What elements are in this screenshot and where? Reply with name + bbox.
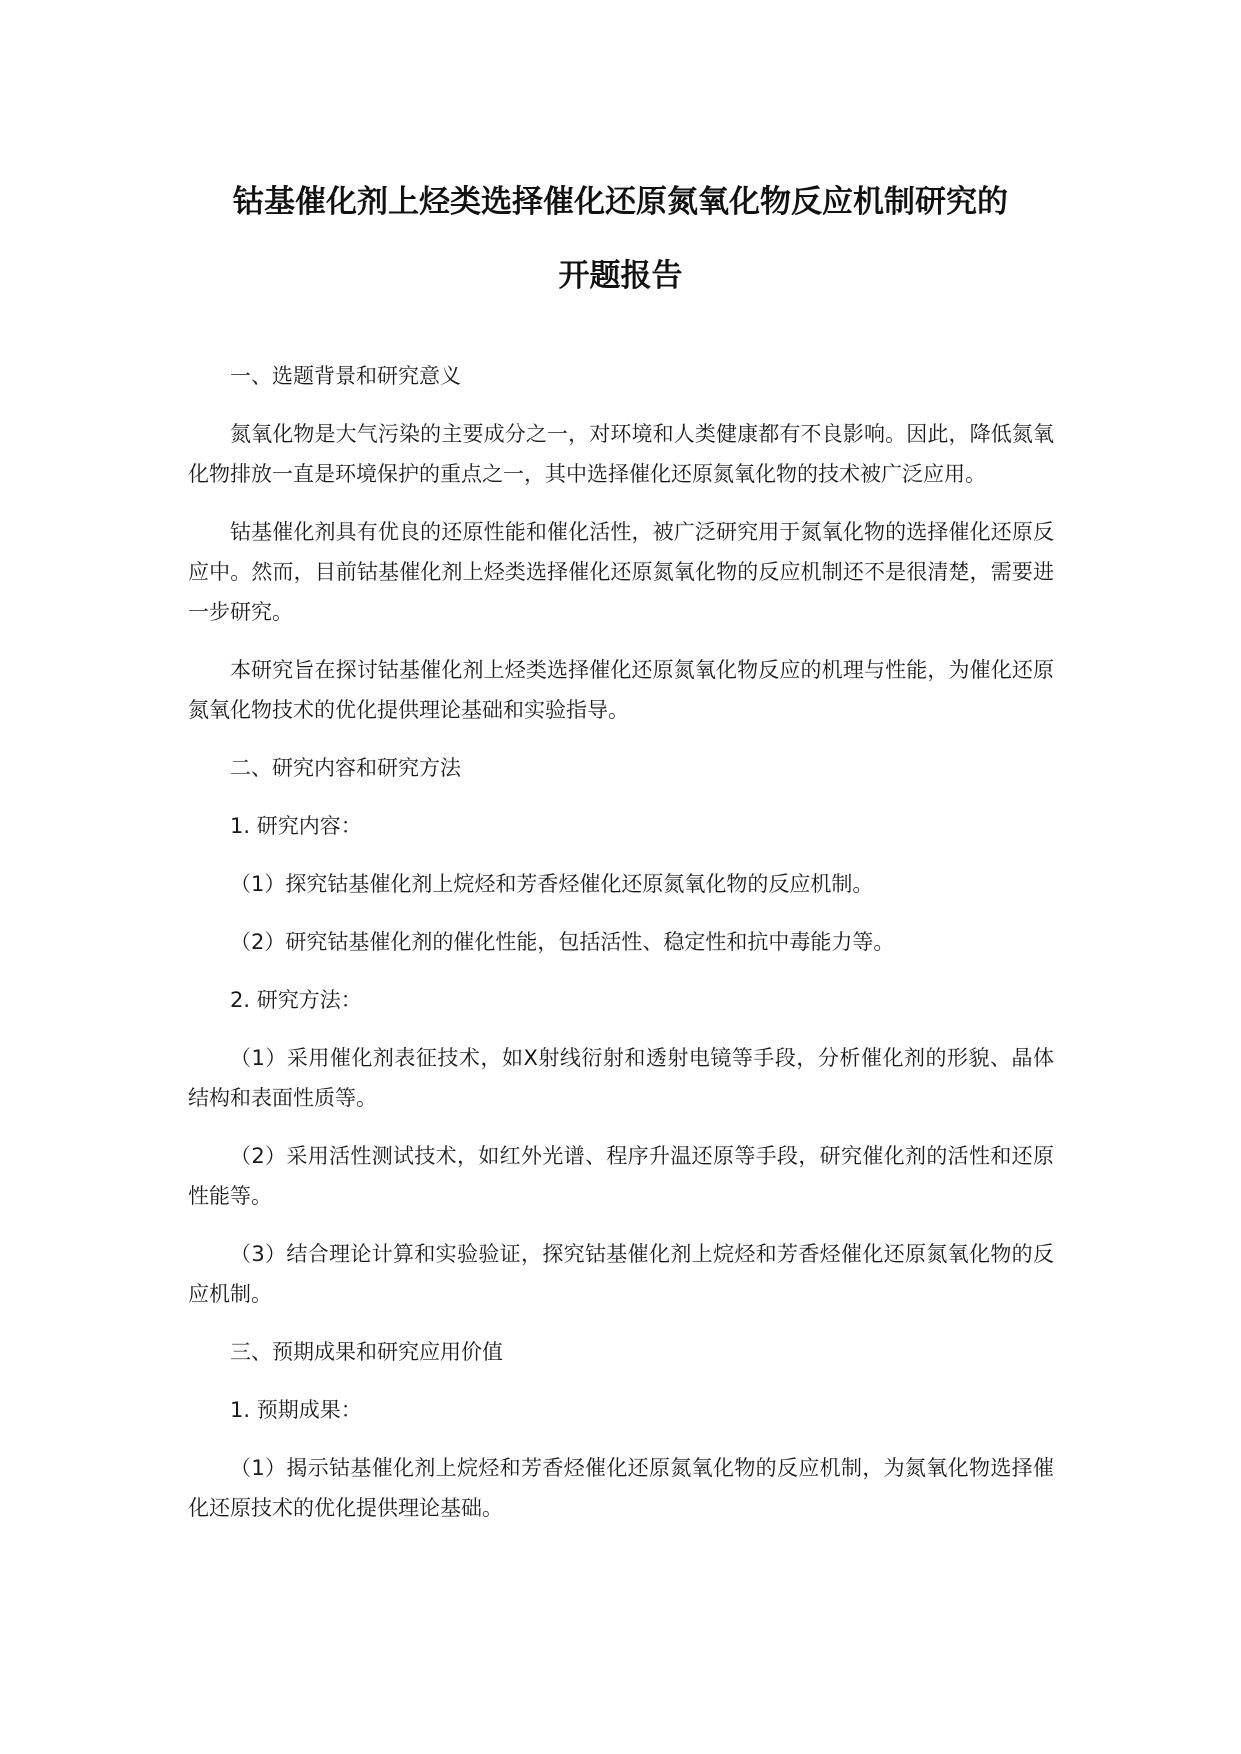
- subheading-research-methods: 2. 研究方法：: [230, 988, 362, 1012]
- subheading-research-content: 1. 研究内容：: [230, 814, 362, 838]
- section-heading-background: 一、选题背景和研究意义: [230, 364, 461, 388]
- list-item-content-1: （1）探究钴基催化剂上烷烃和芳香烃催化还原氮氧化物的反应机制。: [230, 872, 874, 896]
- list-item-method-3: （3）结合理论计算和实验验证，探究钴基催化剂上烷烃和芳香烃催化还原氮氧化物的反应机制。: [188, 1242, 1054, 1306]
- paragraph-cobalt-catalyst: 钴基催化剂具有优良的还原性能和催化活性，被广泛研究用于氮氧化物的选择催化还原反应中。然而，目前钴基催化剂上烃类选择催化还原氮氧化物的反应机制还不是很清楚，需要进一步研究。: [188, 520, 1054, 624]
- list-item-result-1: （1）揭示钴基催化剂上烷烃和芳香烃催化还原氮氧化物的反应机制，为氮氧化物选择催化还原技术的优化提供理论基础。: [188, 1456, 1054, 1520]
- document-title-line-2: 开题报告: [558, 258, 683, 294]
- document-body: [188, 356, 1054, 1546]
- section-heading-content-methods: 二、研究内容和研究方法: [230, 756, 461, 780]
- section-heading-expected-results: 三、预期成果和研究应用价值: [230, 1340, 503, 1364]
- document-title-line-1: 钴基催化剂上烃类选择催化还原氮氧化物反应机制研究的: [233, 184, 1008, 220]
- list-item-content-2: （2）研究钴基催化剂的催化性能，包括活性、稳定性和抗中毒能力等。: [230, 930, 895, 954]
- paragraph-nox-pollution: 氮氧化物是大气污染的主要成分之一，对环境和人类健康都有不良影响。因此，降低氮氧化物排放一直是环境保护的重点之一，其中选择催化还原氮氧化物的技术被广泛应用。: [188, 422, 1054, 486]
- subheading-expected-results: 1. 预期成果：: [230, 1398, 362, 1422]
- list-item-method-2: （2）采用活性测试技术，如红外光谱、程序升温还原等手段，研究催化剂的活性和还原性能等。: [188, 1144, 1054, 1208]
- list-item-method-1: （1）采用催化剂表征技术，如X射线衍射和透射电镜等手段，分析催化剂的形貌、晶体结构和表面性质等。: [188, 1046, 1054, 1110]
- paragraph-research-aim: 本研究旨在探讨钴基催化剂上烃类选择催化还原氮氧化物反应的机理与性能，为催化还原氮氧化物技术的优化提供理论基础和实验指导。: [188, 658, 1054, 722]
